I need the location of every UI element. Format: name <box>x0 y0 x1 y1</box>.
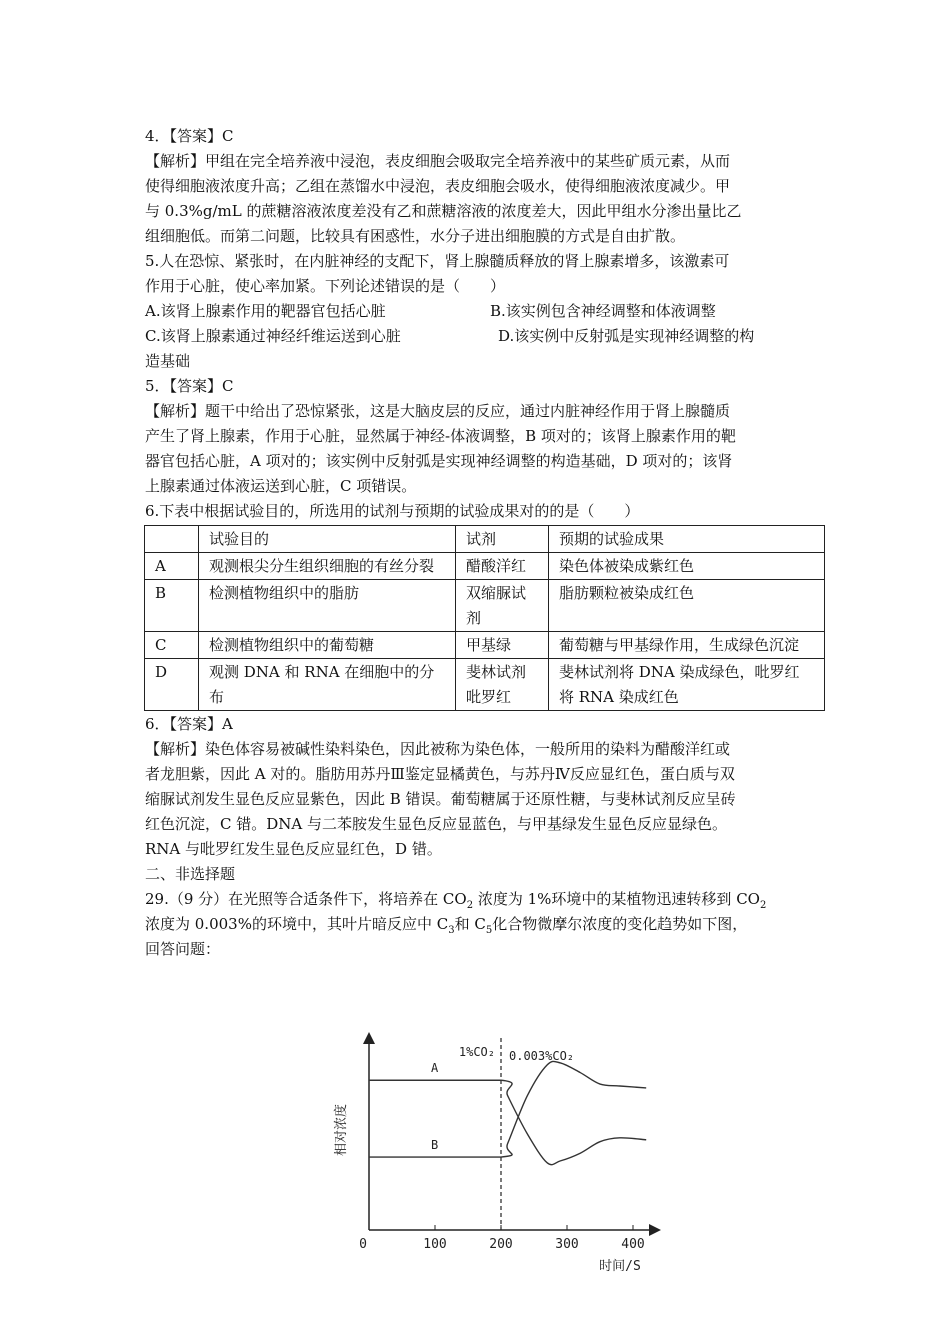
q6-stem: 6.下表中根据试验目的，所选用的试剂与预期的试验成果对的的是（ ） <box>145 502 640 520</box>
subscript: 2 <box>759 900 767 911</box>
q5-analysis-line: 产生了肾上腺素，作用于心脏，显然属于神经-体液调整，B 项对的；该肾上腺素作用的靶 <box>145 427 736 445</box>
q29-text: 浓度为 0.003%的环境中，其叶片暗反应中 C <box>145 915 449 933</box>
q5-option-c: C.该肾上腺素通过神经纤维运送到心脏 <box>145 327 401 345</box>
q5-stem-line: 作用于心脏，使心率加紧。下列论述错误的是（ ） <box>145 277 506 295</box>
table-row <box>145 659 825 711</box>
x-tick-label: 400 <box>621 1237 645 1252</box>
table-cell: 葡萄糖与甲基绿作用，生成绿色沉淀 <box>549 632 825 659</box>
q5-stem-line: 5.人在恐惊、紧张时，在内脏神经的支配下，肾上腺髓质释放的肾上腺素增多，该激素可 <box>145 252 730 270</box>
q6-analysis-line: 者龙胆紫，因此 A 对的。脂肪用苏丹Ⅲ鉴定显橘黄色，与苏丹Ⅳ反应显红色，蛋白质与双 <box>145 765 735 783</box>
q29-text: 化合物微摩尔浓度的变化趋势如下图， <box>492 915 748 933</box>
x-tick-label: 300 <box>555 1237 579 1252</box>
q29-text: 和 C <box>454 915 486 933</box>
q6-analysis-line: 红色沉淀，C 错。DNA 与二苯胺发生显色反应显蓝色，与甲基绿发生显色反应显绿色。 <box>145 815 728 833</box>
q6-analysis-line: 缩脲试剂发生显色反应显紫色，因此 B 错误。葡萄糖属于还原性糖，与斐林试剂反应呈砖 <box>145 790 736 808</box>
q5-option-d: D.该实例中反射弧是实现神经调整的构 <box>498 327 755 345</box>
q5-options-row-2 <box>145 324 825 349</box>
subscript: 5 <box>485 925 493 936</box>
q4-analysis-line: 【解析】甲组在完全培养液中浸泡，表皮细胞会吸取完全培养液中的某些矿质元素，从而 <box>145 152 731 170</box>
subscript: 2 <box>466 900 474 911</box>
table-header-cell <box>145 526 199 553</box>
q6-analysis-line: RNA 与吡罗红发生显色反应显红色，D 错。 <box>145 840 442 858</box>
series-label-b: B <box>431 1138 439 1153</box>
q5-option-d-continued: 造基础 <box>145 352 191 370</box>
q6-answer: 6．【答案】A <box>145 715 233 733</box>
q4-answer: 4．【答案】C <box>145 127 234 145</box>
q5-analysis-line: 器官包括心脏，A 项对的；该实例中反射弧是实现神经调整的构造基础，D 项对的；该肾 <box>145 452 733 470</box>
subscript: 3 <box>448 925 455 936</box>
q6-analysis-line: 【解析】染色体容易被碱性染料染色，因此被称为染色体，一般所用的染料为醋酸洋红或 <box>145 740 731 758</box>
q4-analysis-line: 组细胞低。而第二问题，比较具有困惑性，水分子进出细胞膜的方式是自由扩散。 <box>145 227 686 245</box>
q29-text: 浓度为 1%环境中的某植物迅速转移到 CO <box>473 890 760 908</box>
q5-answer: 5．【答案】C <box>145 377 234 395</box>
table-cell: 双缩脲试剂 <box>456 580 549 632</box>
table-header-cell: 预期的试验成果 <box>549 526 825 553</box>
annotation-right: 0.003%CO₂ <box>509 1049 575 1063</box>
q5-option-b: B.该实例包含神经调整和体液调整 <box>490 302 716 320</box>
table-cell: 观测根尖分生组织细胞的有丝分裂 <box>199 553 456 580</box>
q29-stem-line: 回答问题： <box>145 940 221 958</box>
x-tick-label: 0 <box>359 1237 367 1252</box>
section-heading: 二、非选择题 <box>145 865 236 883</box>
series-label-a: A <box>431 1061 439 1076</box>
table-cell: 甲基绿 <box>456 632 549 659</box>
table-header-cell: 试验目的 <box>199 526 456 553</box>
q4-analysis-line: 使得细胞液浓度升高；乙组在蒸馏水中浸泡，表皮细胞会吸水，使得细胞液浓度减少。甲 <box>145 177 731 195</box>
q5-option-a: A.该肾上腺素作用的靶器官包括心脏 <box>145 302 386 320</box>
q5-analysis-line: 上腺素通过体液运送到心脏，C 项错误。 <box>145 477 417 495</box>
table-cell: C <box>145 632 199 659</box>
q29-stem-line <box>145 887 825 912</box>
table-header-cell: 试剂 <box>456 526 549 553</box>
table-cell: 检测植物组织中的葡萄糖 <box>199 632 456 659</box>
table-cell: A <box>145 553 199 580</box>
q29-text: 29.（9 分）在光照等合适条件下，将培养在 CO <box>145 890 467 908</box>
table-cell: D <box>145 659 199 711</box>
table-cell: 染色体被染成紫红色 <box>549 553 825 580</box>
q29-stem-line <box>145 912 825 937</box>
q6-table <box>144 525 825 711</box>
table-cell: 斐林试剂将 DNA 染成绿色，吡罗红将 RNA 染成红色 <box>549 659 825 711</box>
table-cell: 脂肪颗粒被染成红色 <box>549 580 825 632</box>
series-line-a <box>369 1080 646 1164</box>
x-axis-label: 时间/S <box>599 1259 641 1274</box>
table-cell: B <box>145 580 199 632</box>
table-header-row <box>145 526 825 553</box>
x-tick-label: 200 <box>489 1237 513 1252</box>
table-cell: 斐林试剂 吡罗红 <box>456 659 549 711</box>
concentration-chart <box>325 1030 665 1280</box>
annotation-left: 1%CO₂ <box>458 1045 495 1059</box>
table-row <box>145 580 825 632</box>
q5-options-row-1 <box>145 299 825 324</box>
x-tick-label: 100 <box>423 1237 447 1252</box>
table-row <box>145 553 825 580</box>
table-row <box>145 632 825 659</box>
table-cell: 检测植物组织中的脂肪 <box>199 580 456 632</box>
q5-analysis-line: 【解析】题干中给出了恐惊紧张，这是大脑皮层的反应，通过内脏神经作用于肾上腺髓质 <box>145 402 731 420</box>
y-axis-label: 相对浓度 <box>334 1103 349 1157</box>
q4-analysis-line: 与 0.3%g/mL 的蔗糖溶液浓度差没有乙和蔗糖溶液的浓度差大，因此甲组水分渗出量比乙 <box>145 202 742 220</box>
table-cell: 观测 DNA 和 RNA 在细胞中的分布 <box>199 659 456 711</box>
table-cell: 醋酸洋红 <box>456 553 549 580</box>
series-line-b <box>369 1061 646 1157</box>
document-body <box>145 124 825 962</box>
